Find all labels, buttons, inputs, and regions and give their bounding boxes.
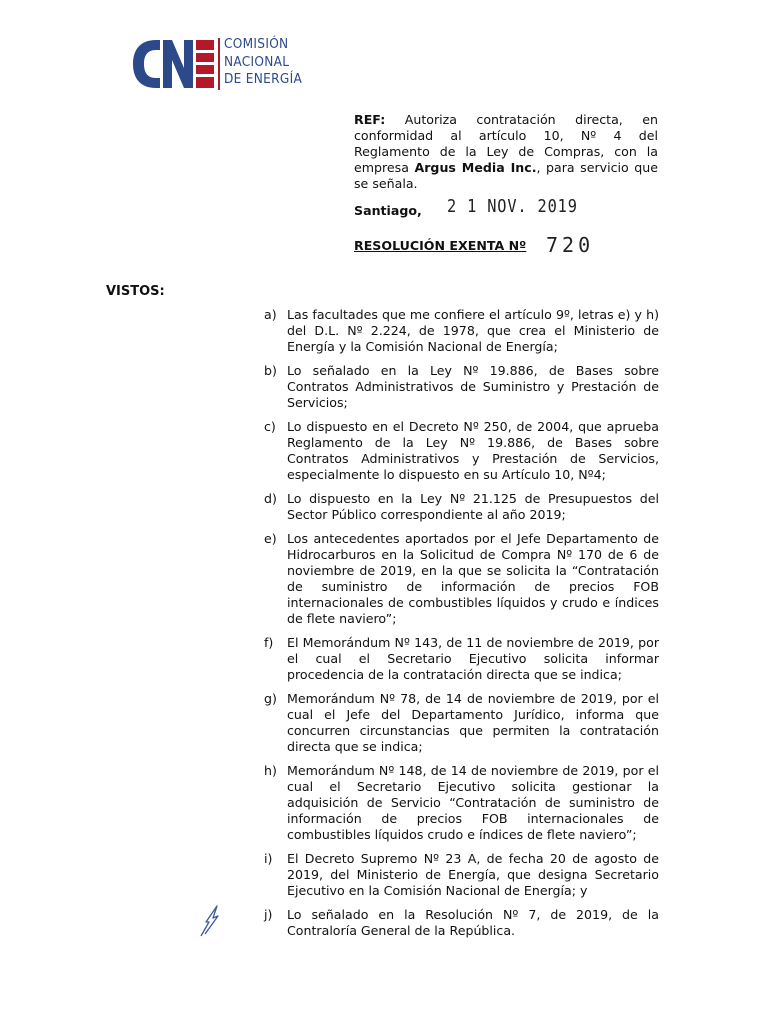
logo-wordmark — [224, 36, 302, 89]
logo-line-3: DE ENERGÍA — [224, 71, 303, 87]
list-item-text: Lo dispuesto en el Decreto Nº 250, de 2004, que aprueba Reglamento de la Ley Nº 19.886, de Bases sobre Contratos Administrativos y Prestación de Servicios, especialmente lo dispuesto en su Artículo 10, Nº4; — [287, 419, 659, 482]
list-item-text: Los antecedentes aportados por el Jefe Departamento de Hidrocarburos en la Solicitud de Compra Nº 170 de 6 de noviembre de 2019, en la que se solicita la “Contratación de suministro de información de precios FOB internacionales de combustibles líquidos y crudo e índices de flete naviero”; — [287, 531, 659, 626]
list-item-text: Lo señalado en la Ley Nº 19.886, de Bases sobre Contratos Administrativos de Suministro y Prestación de Servicios; — [287, 363, 659, 410]
list-item-letter: b) — [264, 363, 277, 378]
date-stamp: 2 1 NOV. 2019 — [447, 196, 578, 217]
list-item — [264, 907, 659, 939]
logo-line-2: NACIONAL — [224, 53, 290, 70]
list-item-text: El Memorándum Nº 143, de 11 de noviembre de 2019, por el cual el Secretario Ejecutivo solicita informar procedencia de la contratación directa que se indica; — [287, 635, 659, 682]
list-item-text: El Decreto Supremo Nº 23 A, de fecha 20 de agosto de 2019, del Ministerio de Energía, que designa Secretario Ejecutivo en la Comisión Nacional de Energía; y — [287, 851, 659, 898]
vistos-list — [264, 307, 659, 939]
signature-mark — [197, 900, 227, 938]
ref-label: REF: — [354, 112, 386, 127]
list-item-letter: g) — [264, 691, 277, 706]
list-item-letter: j) — [264, 907, 273, 922]
list-item-letter: d) — [264, 491, 277, 506]
logo-line-1: COMISIÓN — [224, 36, 289, 52]
list-item-letter: f) — [264, 635, 274, 650]
cne-logo — [130, 34, 310, 96]
list-item — [264, 419, 659, 483]
ref-text-1: Autoriza contratación directa, en conformidad al artículo 10, Nº 4 del Reglamento de la Ley de Compras, con la empresa — [354, 112, 658, 175]
logo-divider — [218, 38, 220, 90]
list-item-text: Memorándum Nº 148, de 14 de noviembre de 2019, por el cual el Secretario Ejecutivo solicita gestionar la adquisición de Servicio “Contratación de suministro de información de precios FOB internacionales de combustibles líquidos crudo e índices de flete naviero”; — [287, 763, 659, 842]
list-item-text: Lo señalado en la Resolución Nº 7, de 2019, de la Contraloría General de la República. — [287, 907, 659, 938]
list-item — [264, 691, 659, 755]
list-item — [264, 307, 659, 355]
list-item — [264, 531, 659, 627]
list-item-letter: h) — [264, 763, 277, 778]
cne-logo-mark — [130, 34, 216, 94]
list-item-text: Lo dispuesto en la Ley Nº 21.125 de Presupuestos del Sector Público correspondiente al año 2019; — [287, 491, 659, 522]
list-item-letter: e) — [264, 531, 277, 546]
list-item — [264, 763, 659, 843]
vistos-heading: VISTOS: — [106, 284, 165, 299]
list-item-letter: a) — [264, 307, 277, 322]
list-item-text: Las facultades que me confiere el artículo 9º, letras e) y h) del D.L. Nº 2.224, de 1978, que crea el Ministerio de Energía y la Comisión Nacional de Energía; — [287, 307, 659, 354]
place-label: Santiago, — [354, 203, 422, 218]
resolution-number: 720 — [546, 233, 595, 257]
list-item-text: Memorándum Nº 78, de 14 de noviembre de 2019, por el cual el Jefe del Departamento Jurídico, informa que concurren circunstancias que permiten la contratación directa que se indica; — [287, 691, 659, 754]
resolution-label: RESOLUCIÓN EXENTA Nº — [354, 238, 527, 253]
list-item — [264, 491, 659, 523]
ref-company: Argus Media Inc. — [414, 160, 537, 175]
list-item — [264, 851, 659, 899]
ref-text-2: , para servicio que se señala. — [354, 160, 658, 191]
reference-block — [354, 112, 658, 192]
list-item-letter: c) — [264, 419, 276, 434]
list-item — [264, 635, 659, 683]
list-item — [264, 363, 659, 411]
list-item-letter: i) — [264, 851, 273, 866]
